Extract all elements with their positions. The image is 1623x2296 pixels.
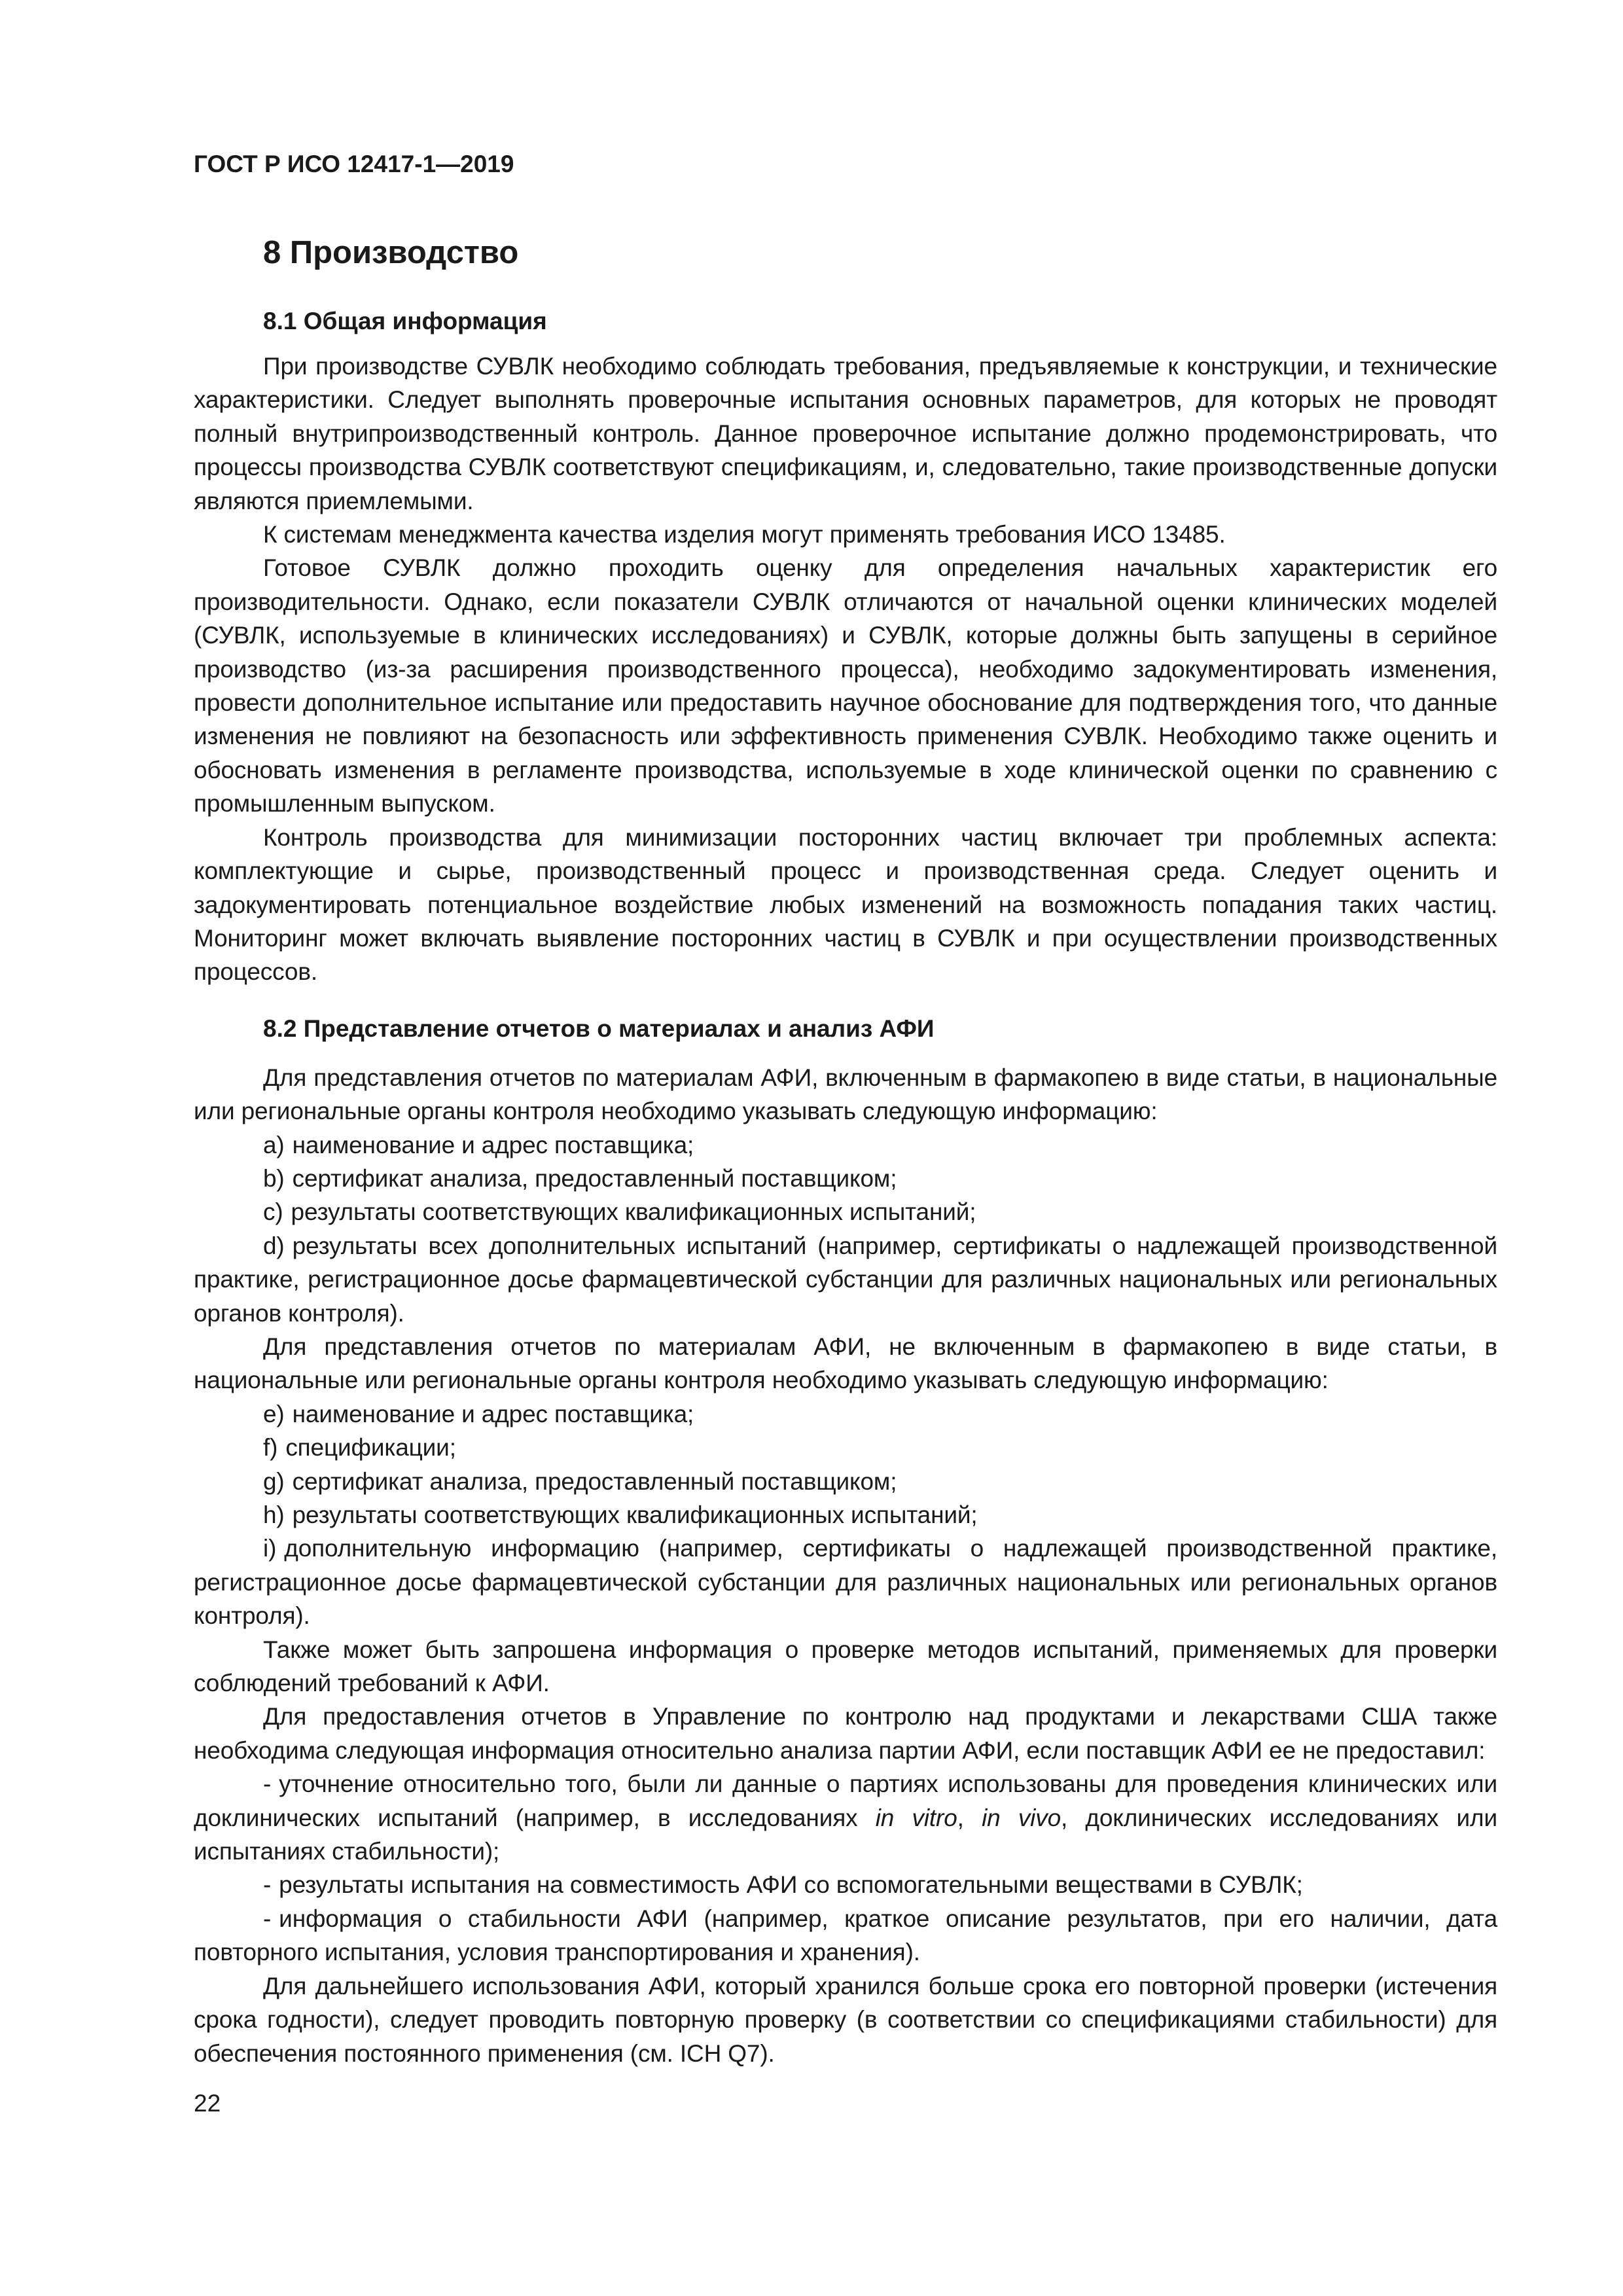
dash-text: информация о стабильности АФИ (например, краткое описание результатов, при его наличии, дата повторного испытания, условия транспортирования и хранения). [194,1905,1497,1966]
list-marker: h) [263,1501,285,1528]
paragraph: При производстве СУВЛК необходимо соблюдать требования, предъявляемые к конструкции, и технические характеристики. Следует выполнять проверочные испытания основных параметров, для которых не проводят полный внутрипроизводственный контроль. Данное проверочное испытание должно продемонстрировать, что процессы производства СУВЛК соответствуют спецификациям, и, следовательно, такие производственные допуски являются приемлемыми. [194,353,1497,514]
list-marker: f) [263,1434,278,1462]
dash-text: результаты испытания на совместимость АФИ со вспомогательными веществами в СУВЛК; [279,1871,1303,1899]
list-marker: d) [263,1232,285,1259]
list-item [194,1128,1497,1162]
dash-marker: - [263,1905,272,1932]
dash-list-item [194,1767,1497,1868]
list-marker: b) [263,1164,285,1192]
list-item-text: результаты соответствующих квалификационных испытаний; [292,1501,978,1528]
paragraph: Контроль производства для минимизации посторонних частиц включает три проблемных аспекта: комплектующие и сырье, производственный процесс и производственная среда. Следует оценить и задокументировать потенциальное воздействие любых изменений на возможность попадания таких частиц. Мониторинг может включать выявление посторонних частиц в СУВЛК и при осуществлении производственных процессов. [194,823,1497,986]
italic-term: in vivo [982,1804,1061,1831]
list-item [194,1431,1497,1464]
list-marker: i) [263,1535,277,1562]
list-item-text: спецификации; [285,1434,456,1462]
list-item-text: результаты соответствующих квалификационных испытаний; [291,1198,976,1226]
paragraph: Для предоставления отчетов в Управление по контролю над продуктами и лекарствами США также необходима следующая информация относительно анализа партии АФИ, если поставщик АФИ ее не предоставил: [194,1703,1497,1764]
list-item-text: наименование и адрес поставщика; [292,1400,694,1427]
dash-list-item [194,1902,1497,1969]
list-marker: a) [263,1131,285,1158]
section-title: 8 Производство [263,235,519,270]
list-marker: g) [263,1467,285,1495]
dash-text: , [957,1804,982,1831]
list-item-text: сертификат анализа, предоставленный поставщиком; [292,1164,897,1192]
dash-marker: - [263,1770,272,1798]
list-item-text: дополнительную информацию (например, сертификаты о надлежащей производственной практике, регистрационное досье фармацевтической субстанции для различных национальных или региональных органов контроля). [194,1535,1497,1630]
subsection-title-8-1: 8.1 Общая информация [263,308,547,334]
list-item-text: результаты всех дополнительных испытаний (например, сертификаты о надлежащей производственной практике, регистрационное досье фармацевтической субстанции для различных национальных или региональных органов контроля). [194,1232,1497,1327]
dash-marker: - [263,1871,272,1899]
paragraph: Также может быть запрошена информация о проверке методов испытаний, применяемых для проверки соблюдений требований к АФИ. [194,1636,1497,1697]
list-item [194,1195,1497,1229]
list-item [194,1498,1497,1532]
dash-list-item [194,1868,1497,1901]
list-item [194,1465,1497,1498]
document-page [194,149,1497,2119]
list-item-text: сертификат анализа, предоставленный поставщиком; [292,1467,897,1495]
page-number: 22 [194,2089,221,2117]
paragraph: Для дальнейшего использования АФИ, который хранился больше срока его повторной проверки (истечения срока годности), следует проводить повторную проверку (в соответствии со спецификациями стабильности) для обеспечения постоянного применения (см. ICH Q7). [194,1972,1497,2067]
paragraph: К системам менеджмента качества изделия могут применять требования ИСО 13485. [263,521,1226,548]
dash-text: уточнение относительно того, были ли данные о партиях использованы для проведения клинических или доклинических испытаний (например, в исследованиях [194,1770,1497,1831]
list-item-text: наименование и адрес поставщика; [292,1131,694,1158]
italic-term: in vitro [875,1804,957,1831]
subsection-title-8-2: 8.2 Представление отчетов о материалах и анализ АФИ [263,1014,935,1042]
paragraph: Готовое СУВЛК должно проходить оценку для определения начальных характеристик его производительности. Однако, если показатели СУВЛК отличаются от начальной оценки клинических моделей (СУВЛК, используемые в клинических исследованиях) и СУВЛК, которые должны быть запущены в серийное производство (из-за расширения производственного процесса), необходимо задокументировать изменения, провести дополнительное испытание или предоставить научное обоснование для подтверждения того, что данные изменения не повлияют на безопасность или эффективность применения СУВЛК. Необходимо также оценить и обосновать изменения в регламенте производства, используемые в ходе клинической оценки по сравнению с промышленным выпуском. [194,554,1497,817]
list-item [194,1229,1497,1330]
list-marker: c) [263,1198,283,1226]
list-item [194,1162,1497,1195]
document-code: ГОСТ Р ИСО 12417-1—2019 [194,151,514,177]
list-item [194,1397,1497,1431]
dash-text: , доклинических исследованиях или испытаниях стабильности); [194,1804,1498,1865]
list-item [194,1532,1497,1632]
list-marker: e) [263,1400,285,1427]
paragraph: Для представления отчетов по материалам АФИ, включенным в фармакопею в виде статьи, в национальные или региональные органы контроля необходимо указывать следующую информацию: [194,1064,1497,1125]
paragraph: Для представления отчетов по материалам АФИ, не включенным в фармакопею в виде статьи, в национальные или региональные органы контроля необходимо указывать следующую информацию: [194,1333,1497,1394]
